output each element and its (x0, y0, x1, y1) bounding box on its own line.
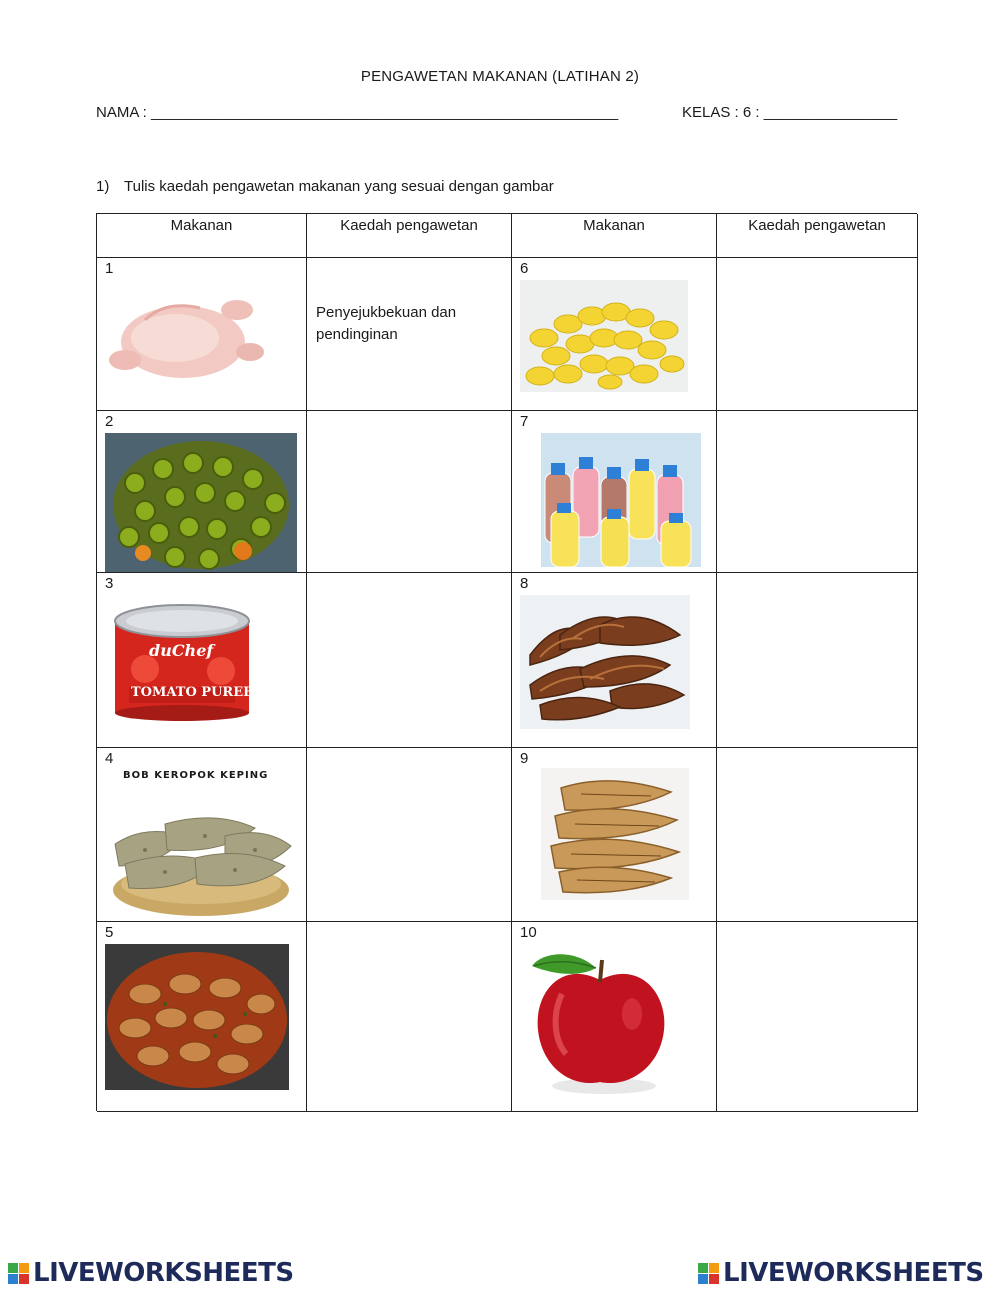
liveworksheets-logo-right[interactable] (698, 1258, 984, 1288)
tomato-puree-can-image (109, 599, 255, 723)
logo-text: LIVEWORKSHEETS (33, 1258, 294, 1288)
can-label-text: TOMATO PUREE (131, 685, 254, 700)
answer-cell-3[interactable] (307, 573, 512, 748)
food-cell-8 (512, 573, 717, 748)
item-number: 9 (520, 750, 529, 767)
food-cell-6 (512, 258, 717, 411)
header-method-left: Kaedah pengawetan (307, 214, 512, 258)
keropok-caption: BOB KEROPOK KEPING (123, 770, 269, 781)
food-cell-9 (512, 748, 717, 922)
meat-rendang-image (105, 944, 289, 1090)
answer-cell-7[interactable] (717, 411, 918, 573)
dried-banana-image (520, 595, 690, 729)
class-field-line: KELAS : 6 : ________________ (682, 104, 898, 121)
answer-cell-4[interactable] (307, 748, 512, 922)
worksheet-title: PENGAWETAN MAKANAN (LATIHAN 2) (360, 68, 640, 85)
item-number: 10 (520, 924, 537, 941)
jackfruit-image (520, 280, 688, 392)
answer-cell-10[interactable] (717, 922, 918, 1112)
logo-text: LIVEWORKSHEETS (723, 1258, 984, 1288)
item-number: 4 (105, 750, 114, 767)
keropok-crackers-image (105, 784, 297, 920)
answer-cell-1[interactable] (307, 258, 512, 411)
name-field-line: NAMA : ________________________________________________________ (96, 104, 619, 121)
bottled-milk-image (541, 433, 701, 567)
answer-text: Penyejukbekuan dan pendinginan (316, 304, 457, 343)
food-cell-2 (97, 411, 307, 573)
item-number: 6 (520, 260, 529, 277)
question-number: 1) (96, 178, 110, 195)
question-1 (96, 178, 554, 195)
liveworksheets-logo-left[interactable] (8, 1258, 294, 1288)
header-method-right: Kaedah pengawetan (717, 214, 918, 258)
answer-cell-8[interactable] (717, 573, 918, 748)
raw-chicken-image (105, 280, 265, 388)
preservation-table (96, 213, 917, 1111)
item-number: 2 (105, 413, 114, 430)
can-brand-text: duChef (149, 641, 214, 660)
question-text: Tulis kaedah pengawetan makanan yang sesuai dengan gambar (124, 178, 554, 195)
item-number: 8 (520, 575, 529, 592)
item-number: 7 (520, 413, 529, 430)
item-number: 5 (105, 924, 114, 941)
red-apple-image (522, 944, 672, 1098)
food-cell-4 (97, 748, 307, 922)
food-cell-10 (512, 922, 717, 1112)
header-food-right: Makanan (512, 214, 717, 258)
food-cell-1 (97, 258, 307, 411)
food-cell-3 (97, 573, 307, 748)
food-cell-5 (97, 922, 307, 1112)
answer-cell-6[interactable] (717, 258, 918, 411)
header-food-left: Makanan (97, 214, 307, 258)
liveworksheets-mark-icon (698, 1263, 720, 1285)
food-cell-7 (512, 411, 717, 573)
item-number: 3 (105, 575, 114, 592)
salted-fish-image (541, 768, 689, 900)
pickled-peppers-image (105, 433, 297, 572)
answer-cell-9[interactable] (717, 748, 918, 922)
answer-cell-2[interactable] (307, 411, 512, 573)
liveworksheets-mark-icon (8, 1263, 30, 1285)
item-number: 1 (105, 260, 114, 277)
answer-cell-5[interactable] (307, 922, 512, 1112)
